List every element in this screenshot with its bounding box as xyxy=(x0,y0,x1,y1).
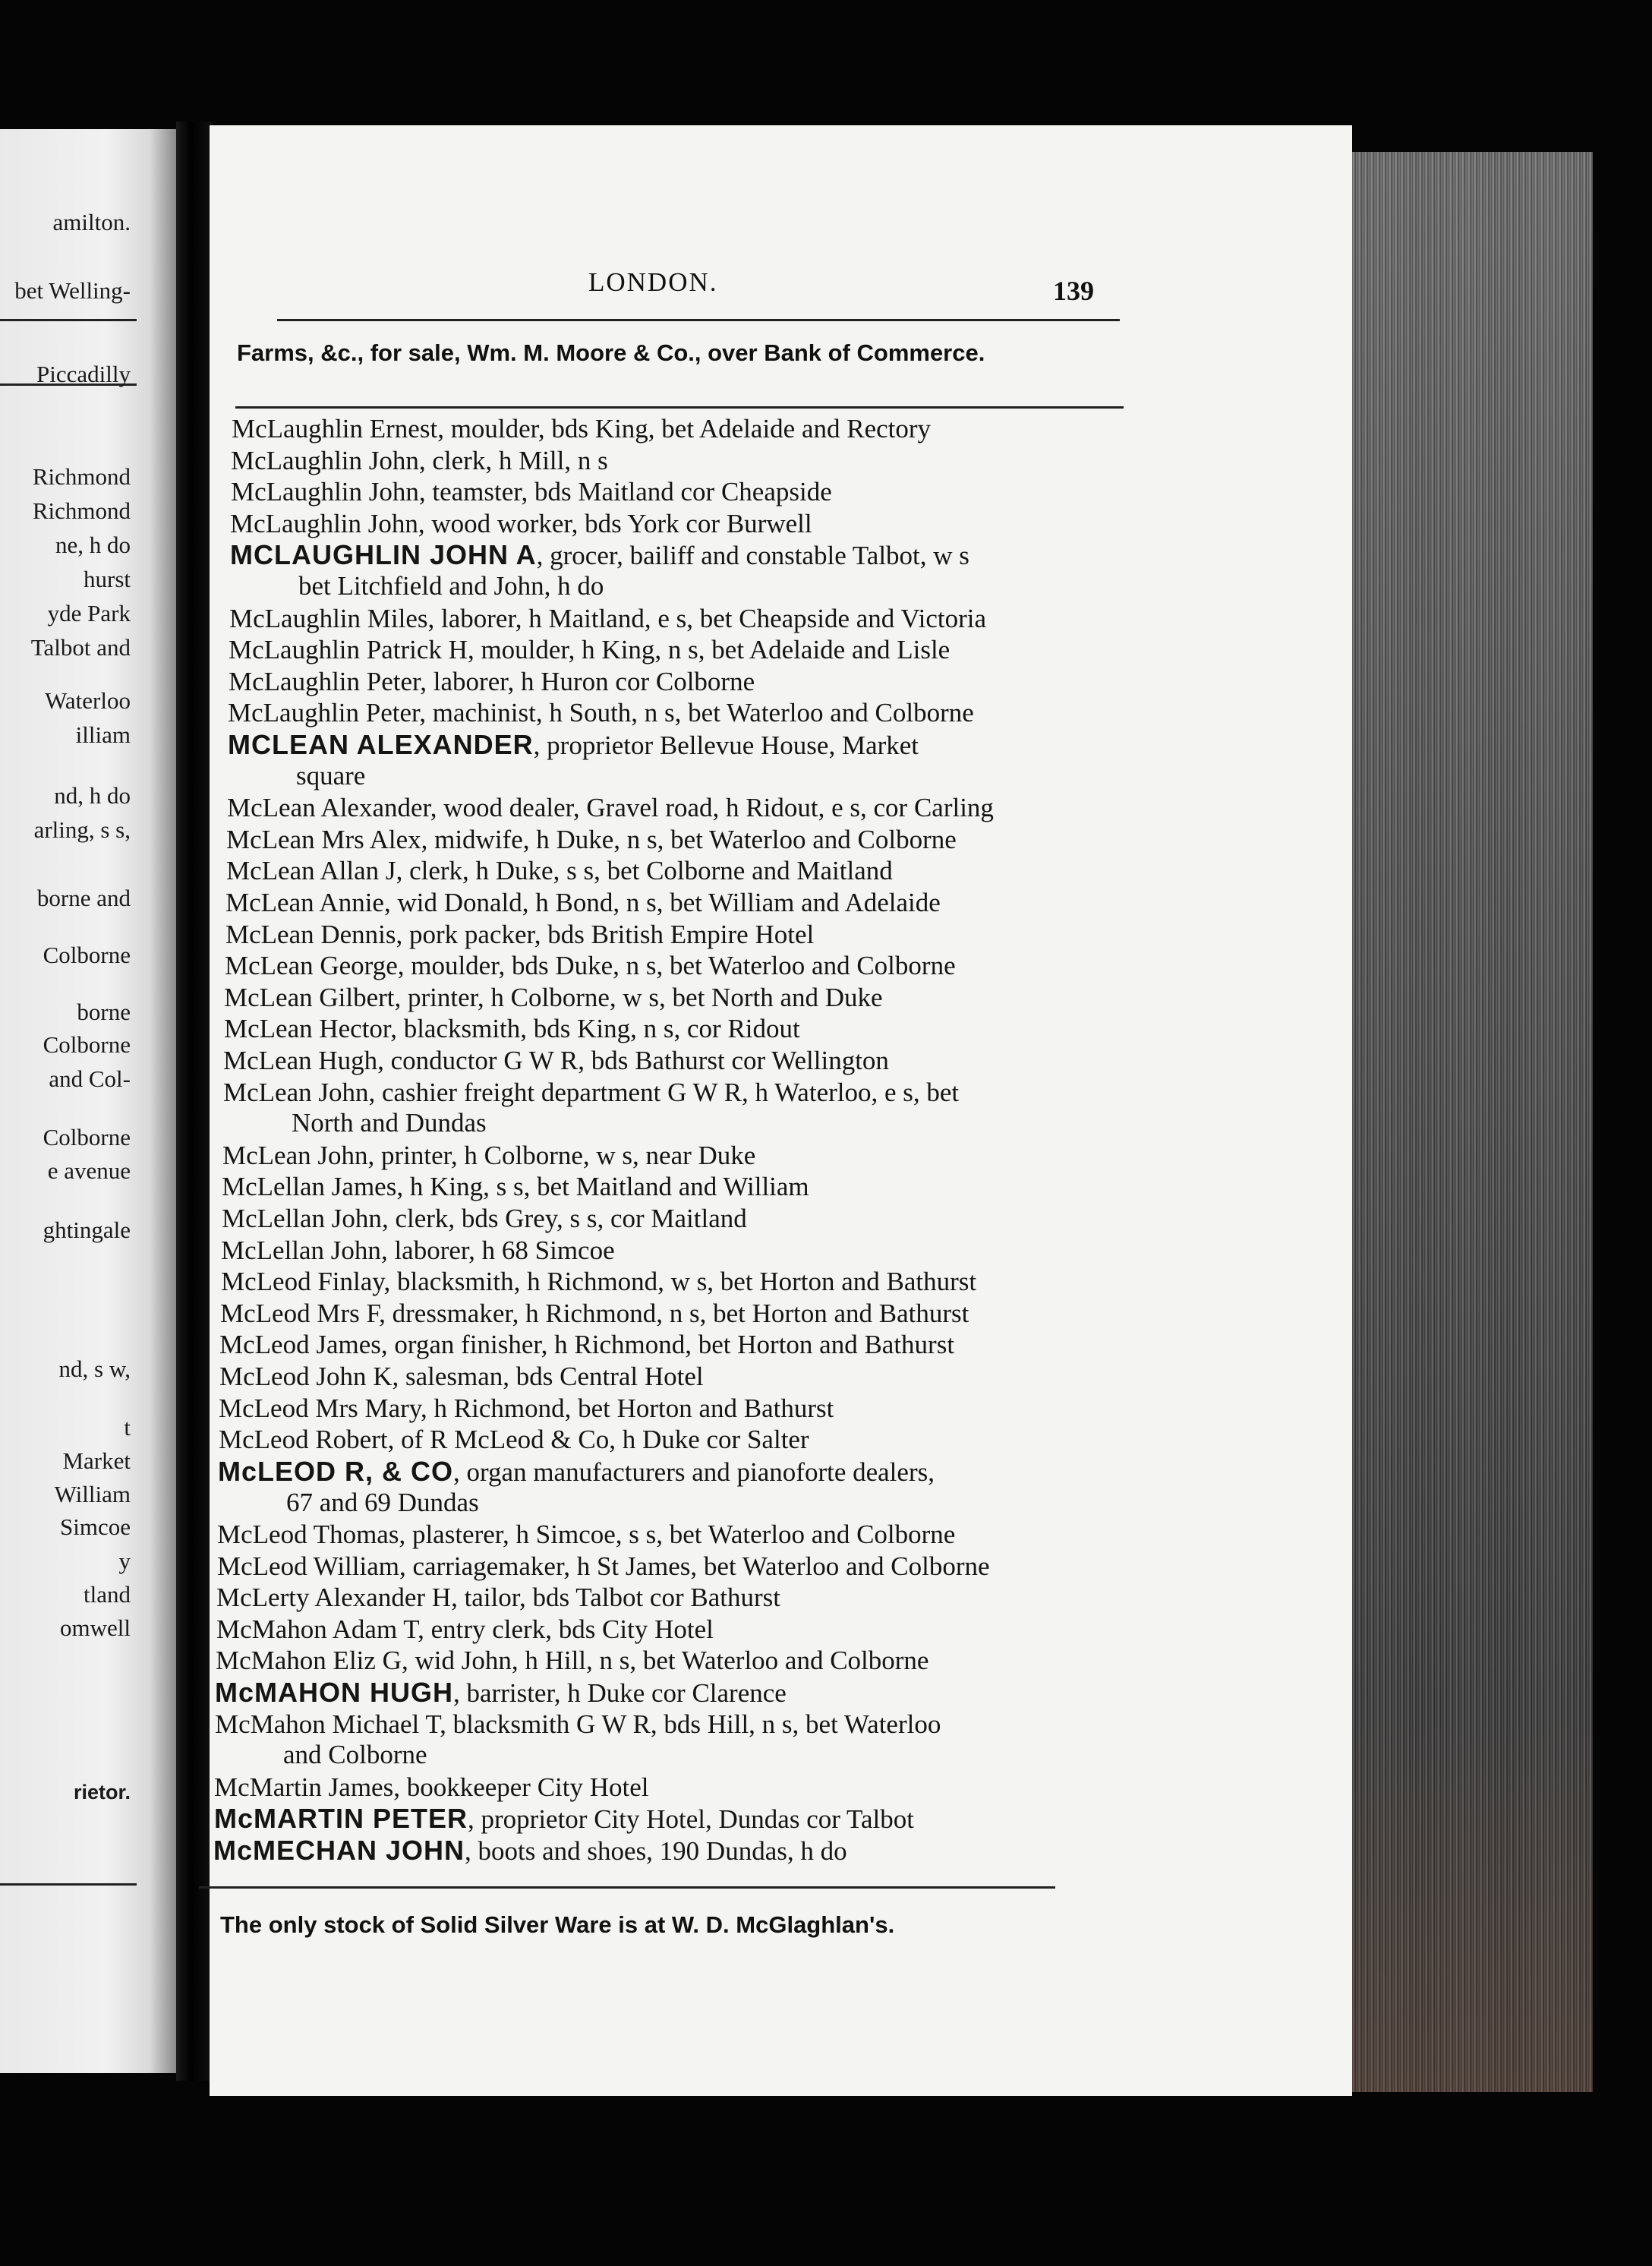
entry-details: , clerk, h Duke, s s, bet Colborne and Maitland xyxy=(396,856,893,885)
entry-name: McMAHON HUGH xyxy=(215,1677,453,1708)
directory-entry xyxy=(223,1078,959,1138)
left-page-fragment-line: Simcoe xyxy=(60,1513,131,1540)
entry-name: McLaughlin Peter xyxy=(229,667,421,696)
left-page-fragment-line: nd, h do xyxy=(54,782,131,809)
left-page-fragment-line: tland xyxy=(84,1581,131,1608)
directory-entry xyxy=(226,856,893,886)
entry-details: , laborer, h Maitland, e s, bet Cheapside and Victoria xyxy=(427,604,986,633)
left-page-fragment xyxy=(0,129,176,2073)
entry-name: McLeod Finlay xyxy=(221,1267,384,1296)
entry-name: McLeod John K xyxy=(219,1362,393,1391)
entry-details: , dressmaker, h Richmond, n s, bet Horton and Bathurst xyxy=(379,1299,969,1328)
directory-entry xyxy=(225,920,814,950)
entry-name: McLellan John xyxy=(222,1204,382,1233)
bottom-advertisement: The only stock of Solid Silver Ware is at W. D. McGlaghlan's. xyxy=(220,1911,895,1938)
directory-entry xyxy=(214,1772,649,1803)
directory-entry xyxy=(224,983,883,1013)
entry-details: , tailor, bds Talbot cor Bathurst xyxy=(451,1583,780,1612)
entry-details: , h King, s s, bet Maitland and William xyxy=(396,1172,809,1201)
left-page-fragment-line: t xyxy=(124,1414,131,1441)
entry-details: , entry clerk, bds City Hotel xyxy=(418,1614,714,1644)
left-page-fragment-line: y xyxy=(118,1548,131,1574)
directory-entry xyxy=(221,1267,976,1297)
entry-details: , blacksmith, bds King, n s, cor Ridout xyxy=(390,1014,800,1043)
entry-name: McMahon Eliz G xyxy=(216,1646,402,1675)
left-page-fragment-line: borne xyxy=(77,999,131,1025)
entry-details: , wid John, h Hill, n s, bet Waterloo and Colborne xyxy=(401,1646,929,1675)
entry-details: , moulder, bds Duke, n s, bet Waterloo and Colborne xyxy=(397,951,956,980)
entry-details: , plasterer, h Simcoe, s s, bet Waterloo and Colborne xyxy=(399,1520,956,1549)
left-page-fragment-line: Colborne xyxy=(43,1124,131,1150)
left-page-fragment-line: ne, h do xyxy=(55,532,131,558)
entry-name: McMahon Michael T xyxy=(215,1709,440,1739)
entry-details: , printer, h Colborne, w s, near Duke xyxy=(367,1141,756,1170)
entry-details: , teamster, bds Maitland cor Cheapside xyxy=(418,477,832,507)
entry-details: , bookkeeper City Hotel xyxy=(393,1772,649,1802)
entry-name: McLellan John xyxy=(221,1236,381,1265)
entry-name: McMahon Adam T xyxy=(216,1614,418,1644)
entry-details: , wood dealer, Gravel road, h Ridout, e s, cor Carling xyxy=(430,793,994,822)
entry-details: , of R McLeod & Co, h Duke cor Salter xyxy=(387,1425,809,1454)
footer-rule xyxy=(199,1886,1055,1889)
entry-name: McLeod Robert xyxy=(219,1425,388,1454)
left-page-fragment-line: Piccadilly xyxy=(36,361,131,387)
entry-details: , printer, h Colborne, w s, bet North and Duke xyxy=(394,983,883,1012)
entry-details: , blacksmith G W R, bds Hill, n s, bet Waterloo xyxy=(440,1709,941,1739)
entry-name: McLean Gilbert xyxy=(224,983,395,1012)
entry-name: McLean George xyxy=(225,951,398,980)
directory-entry xyxy=(218,1456,935,1518)
page-number: 139 xyxy=(1053,276,1094,306)
directory-entry xyxy=(228,698,974,728)
entry-continuation: square xyxy=(296,761,366,791)
left-page-fragment-line: bet Welling- xyxy=(14,277,131,304)
entry-name: McLaughlin John xyxy=(231,477,419,507)
left-page-fragment-line: Talbot and xyxy=(30,634,131,661)
directory-entry xyxy=(225,951,956,981)
left-page-fragment-line: Colborne xyxy=(43,942,131,968)
entry-name: McLellan James xyxy=(222,1172,397,1201)
header-rule xyxy=(235,406,1124,409)
directory-entry xyxy=(216,1614,714,1645)
left-page-fragment-line: Colborne xyxy=(43,1031,131,1058)
entry-name: McLean Alexander xyxy=(227,793,430,822)
entry-details: , laborer, h Huron cor Colborne xyxy=(420,667,755,696)
entry-name: MCLAUGHLIN JOHN A xyxy=(230,539,537,570)
entry-name: McLean Allan J xyxy=(226,856,396,885)
directory-entry xyxy=(219,1330,954,1360)
directory-entry xyxy=(220,1299,969,1329)
entry-name: McLaughlin Peter xyxy=(228,698,420,727)
entry-details: , moulder, h King, n s, bet Adelaide and Lisle xyxy=(467,635,951,664)
left-page-fragment-line: yde Park xyxy=(47,600,131,626)
directory-entry xyxy=(229,635,950,665)
directory-entry xyxy=(222,1141,755,1171)
entry-details: , moulder, bds King, bet Adelaide and Rectory xyxy=(437,414,932,443)
entry-details: , organ manufacturers and pianoforte dealers, xyxy=(453,1457,935,1487)
entry-details: , pork packer, bds British Empire Hotel xyxy=(396,920,815,949)
entry-name: McLean Mrs Alex xyxy=(226,825,421,854)
entry-name: McLean John xyxy=(223,1078,369,1107)
directory-entry xyxy=(223,1046,889,1076)
entry-continuation: North and Dundas xyxy=(292,1108,487,1138)
left-page-fragment-line: illiam xyxy=(75,721,131,748)
entry-name: McMARTIN PETER xyxy=(214,1803,468,1834)
directory-entry xyxy=(215,1709,941,1770)
entry-details: , proprietor City Hotel, Dundas cor Talbot xyxy=(468,1804,914,1834)
directory-entry xyxy=(228,730,919,791)
directory-entry xyxy=(219,1393,834,1424)
entry-details: , conductor G W R, bds Bathurst cor Wellington xyxy=(377,1046,889,1075)
left-page-fragment-line: Waterloo xyxy=(45,687,131,714)
entry-continuation: and Colborne xyxy=(283,1740,427,1769)
left-page-fragment-line: William xyxy=(54,1481,131,1507)
directory-entry xyxy=(216,1646,928,1676)
entry-details: , barrister, h Duke cor Clarence xyxy=(453,1678,787,1708)
page-edge-stack xyxy=(1352,152,1593,2092)
entry-details: , h Richmond, bet Horton and Bathurst xyxy=(421,1393,834,1423)
directory-entry xyxy=(213,1835,847,1867)
directory-entry xyxy=(217,1520,955,1550)
left-page-fragment-line: Market xyxy=(62,1447,131,1474)
entry-details: , grocer, bailiff and constable Talbot, w s xyxy=(536,541,969,570)
left-page-fragment-line: and Col- xyxy=(49,1065,131,1092)
directory-entry xyxy=(217,1551,990,1582)
entry-details: , midwife, h Duke, n s, bet Waterloo and Colborne xyxy=(421,825,957,854)
entry-name: McLaughlin John xyxy=(231,446,419,475)
directory-entry xyxy=(227,793,994,823)
entry-name: McLaughlin Patrick H xyxy=(229,635,468,664)
directory-entry xyxy=(222,1204,747,1234)
left-page-fragment-line: hurst xyxy=(84,566,131,592)
left-page-fragment-line: amilton. xyxy=(52,209,131,235)
left-page-fragment-line: rietor. xyxy=(73,1781,131,1804)
directory-entry xyxy=(221,1236,615,1266)
left-page-rule xyxy=(0,1883,137,1886)
entry-details: , organ finisher, h Richmond, bet Horton and Bathurst xyxy=(380,1330,955,1359)
directory-entry xyxy=(214,1804,914,1835)
entry-name: McLeod Mrs Mary xyxy=(219,1393,421,1423)
entry-details: , proprietor Bellevue House, Market xyxy=(533,731,919,760)
entry-name: McLean John xyxy=(222,1141,368,1170)
entry-details: , blacksmith, h Richmond, w s, bet Horton and Bathurst xyxy=(383,1267,977,1296)
entry-name: McLaughlin Miles xyxy=(229,604,428,633)
left-page-fragment-line: borne and xyxy=(36,885,131,911)
entry-details: , clerk, bds Grey, s s, cor Maitland xyxy=(381,1204,747,1233)
header-rule xyxy=(277,319,1120,321)
directory-entry xyxy=(230,540,969,601)
entry-details: , boots and shoes, 190 Dundas, h do xyxy=(465,1836,847,1866)
entry-details: , salesman, bds Central Hotel xyxy=(392,1362,704,1391)
entry-name: McLaughlin John xyxy=(230,509,418,538)
entry-name: MCLEAN ALEXANDER xyxy=(228,729,534,760)
left-page-fragment-line: Richmond xyxy=(32,463,131,490)
entry-details: , wid Donald, h Bond, n s, bet William and Adelaide xyxy=(383,888,941,917)
entry-details: , machinist, h South, n s, bet Waterloo and Colborne xyxy=(419,698,974,727)
directory-entry xyxy=(219,1362,704,1392)
entry-name: McLeod William xyxy=(217,1551,399,1581)
entry-name: McLeod Thomas xyxy=(217,1520,399,1549)
top-advertisement: Farms, &c., for sale, Wm. M. Moore & Co., over Bank of Commerce. xyxy=(237,339,985,366)
entry-name: McLean Annie xyxy=(225,888,384,917)
entry-name: McLerty Alexander H xyxy=(216,1583,452,1612)
entry-details: , wood worker, bds York cor Burwell xyxy=(418,509,812,538)
entry-continuation: bet Litchfield and John, h do xyxy=(298,571,604,601)
directory-entry xyxy=(230,509,812,539)
entry-name: McMECHAN JOHN xyxy=(213,1835,465,1866)
left-page-fragment-line: ghtingale xyxy=(43,1217,131,1243)
directory-entry xyxy=(226,825,957,855)
entry-name: McLeod Mrs F xyxy=(220,1299,380,1328)
entry-details: , clerk, h Mill, n s xyxy=(418,446,608,475)
entry-details: , carriagemaker, h St James, bet Waterloo and Colborne xyxy=(399,1551,990,1581)
entry-name: McLean Dennis xyxy=(225,920,396,949)
directory-entry xyxy=(231,477,832,507)
directory-entry xyxy=(216,1583,780,1613)
left-page-rule xyxy=(0,319,137,321)
entry-name: McLaughlin Ernest xyxy=(232,414,438,443)
entry-name: McLean Hugh xyxy=(223,1046,378,1075)
entry-name: McLean Hector xyxy=(224,1014,391,1043)
entry-name: McLEOD R, & CO xyxy=(218,1456,454,1487)
entry-details: , cashier freight department G W R, h Waterloo, e s, bet xyxy=(368,1078,960,1107)
left-page-fragment-line: omwell xyxy=(60,1614,131,1641)
book-gutter xyxy=(176,122,213,2081)
entry-name: McLeod James xyxy=(219,1330,381,1359)
directory-entry xyxy=(232,414,931,444)
entry-name: McMartin James xyxy=(214,1772,394,1802)
left-page-fragment-line: arling, s s, xyxy=(33,816,131,843)
directory-entry xyxy=(229,667,755,697)
left-page-fragment-line: e avenue xyxy=(47,1157,131,1184)
directory-entry xyxy=(225,888,941,918)
running-head: LONDON. xyxy=(588,267,718,297)
directory-entry xyxy=(224,1014,800,1044)
directory-entry xyxy=(231,446,608,476)
entry-continuation: 67 and 69 Dundas xyxy=(286,1488,479,1517)
left-page-fragment-line: nd, s w, xyxy=(58,1355,131,1382)
directory-entry xyxy=(222,1172,809,1202)
directory-entry xyxy=(215,1677,787,1709)
directory-entry xyxy=(219,1425,809,1455)
left-page-fragment-line: Richmond xyxy=(32,497,131,524)
entry-details: , laborer, h 68 Simcoe xyxy=(380,1236,615,1265)
directory-entry xyxy=(229,604,986,634)
